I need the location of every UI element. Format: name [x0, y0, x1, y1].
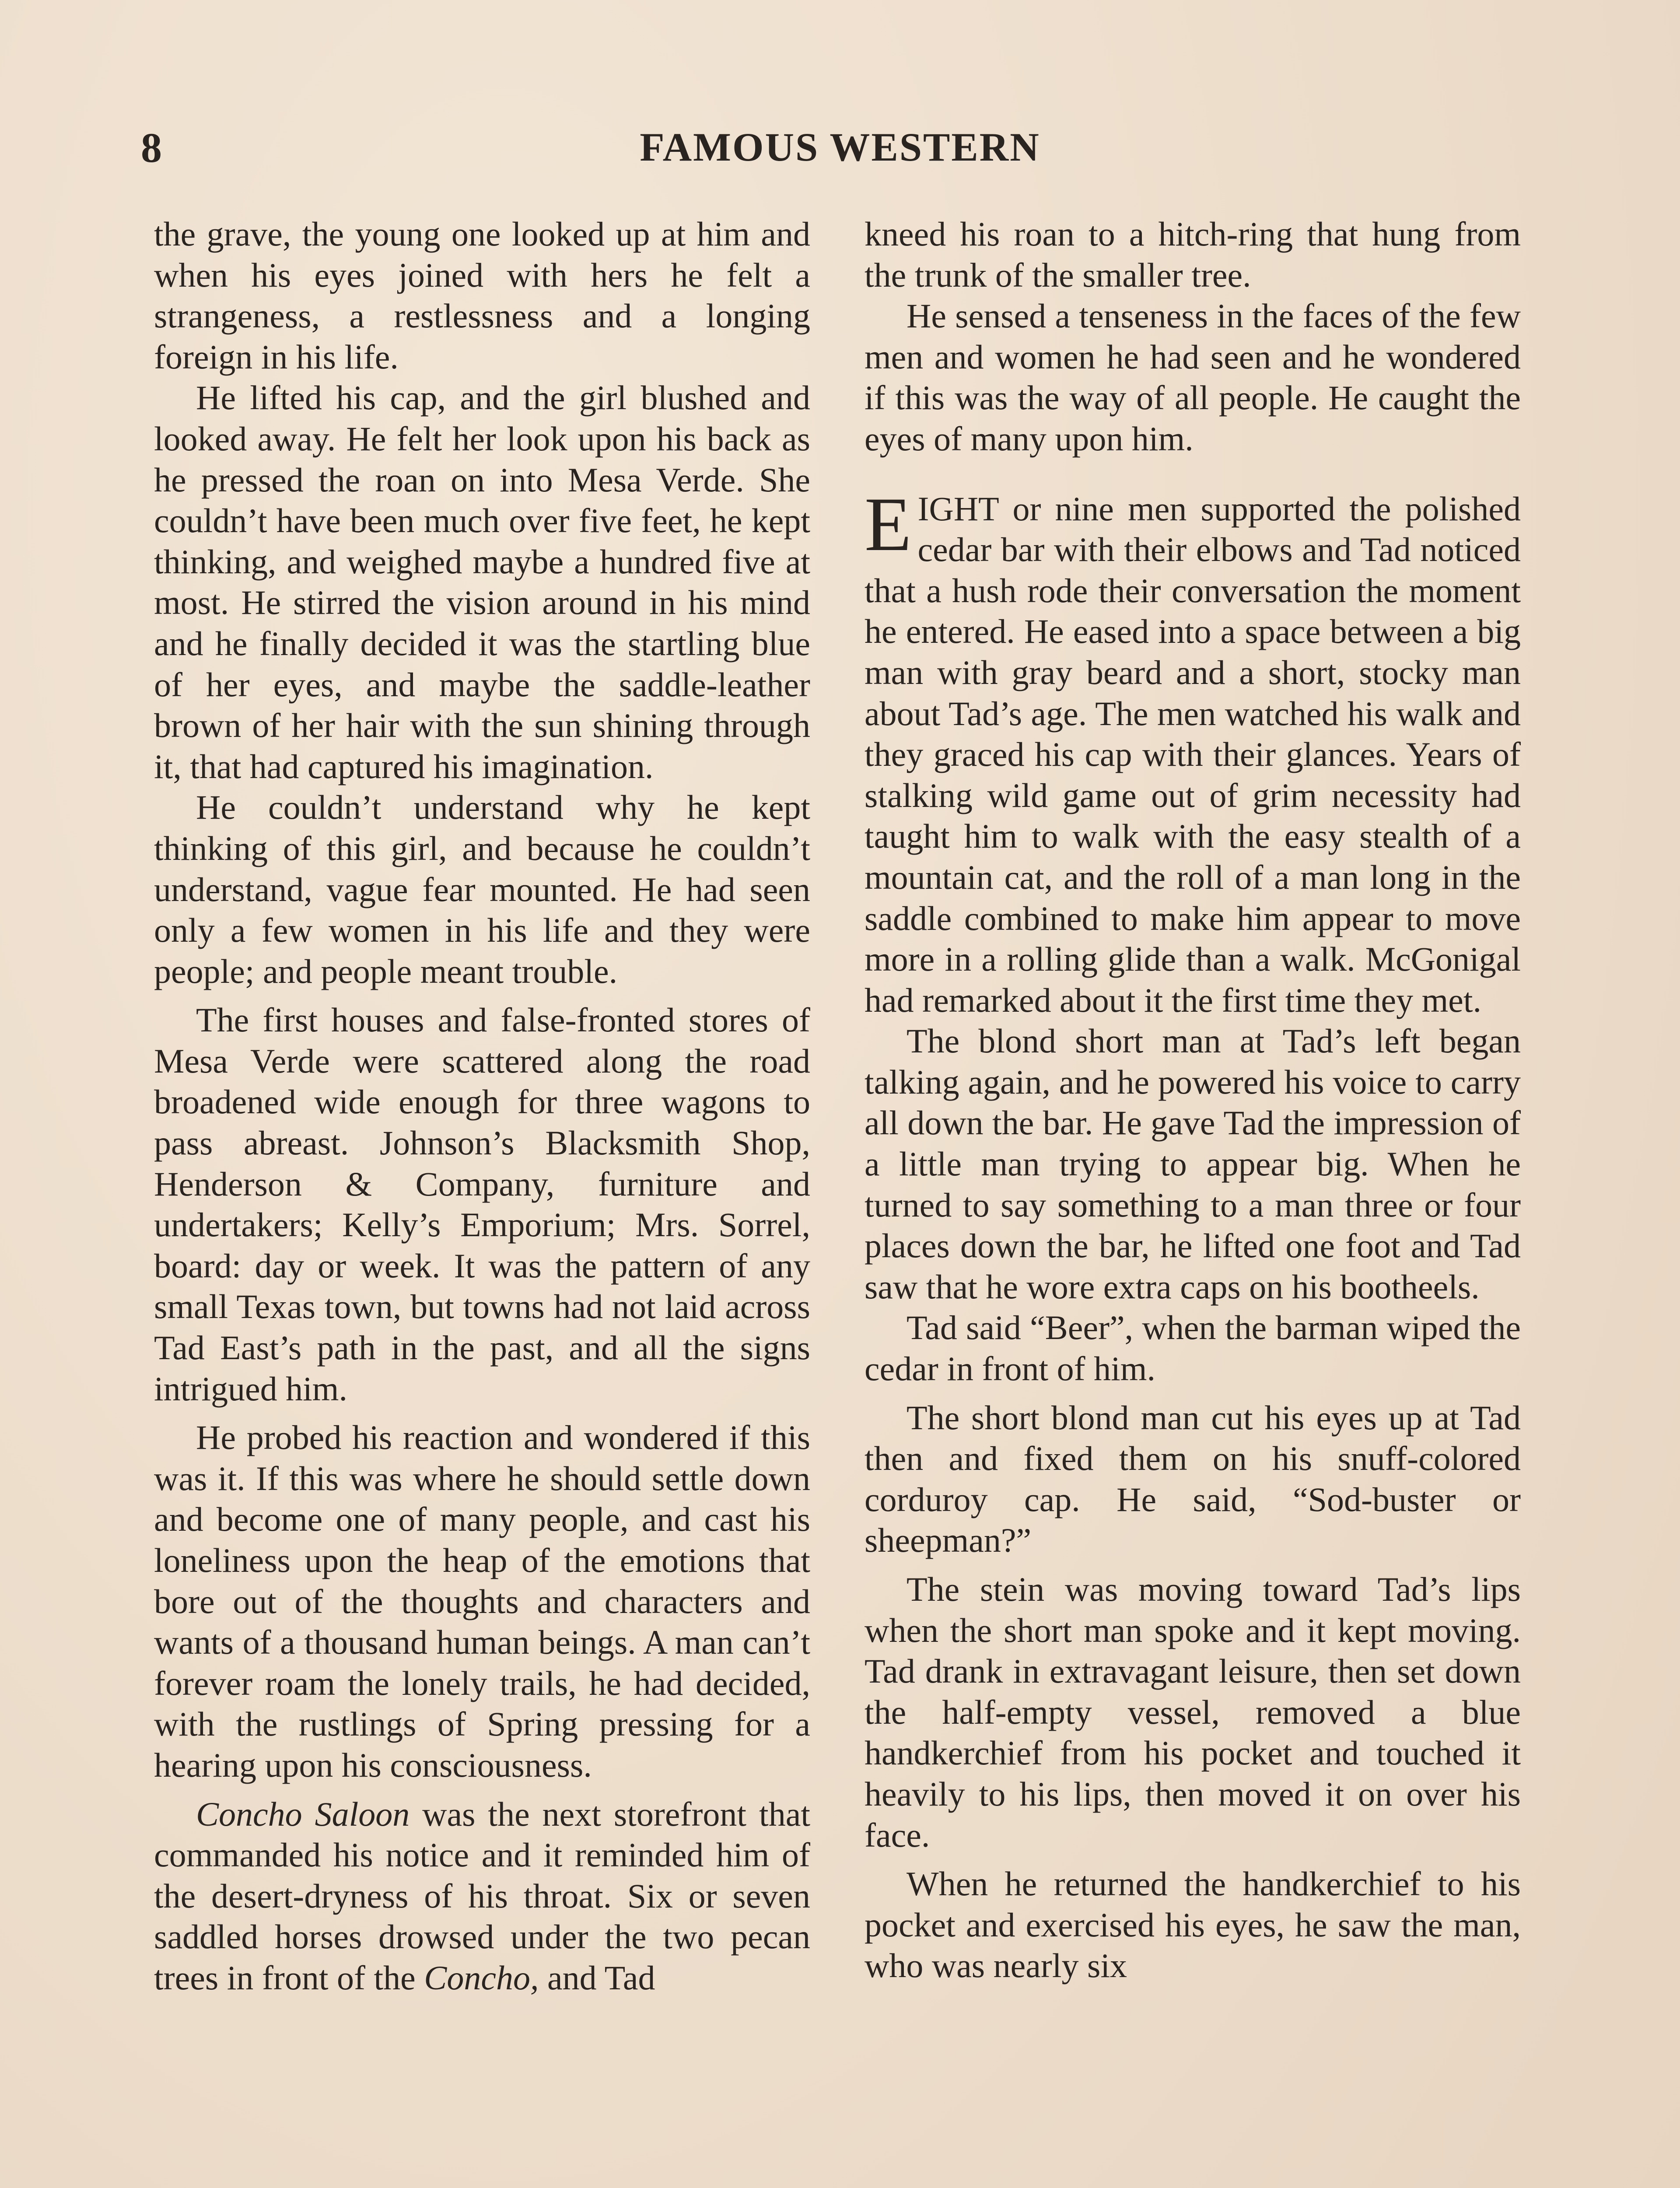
paragraph: the grave, the young one looked up at him and when his eyes joined with hers he felt a strangeness, a restlessness and a longing foreign in his life.: [154, 215, 810, 376]
italic-title: Concho,: [424, 1958, 539, 1997]
paragraph-text: was the next storefront that commanded his notice and it reminded him of the desert-dryness of his throat. Six or seven saddled horses drowsed under the two pecan trees in front of the: [154, 1795, 810, 1997]
paragraph: He sensed a tenseness in the faces of the few men and women he had seen and he wondered if this was the way of all people. He caught the eyes of many upon him.: [864, 297, 1521, 458]
section-paragraph: [864, 481, 1521, 1021]
paragraph: He lifted his cap, and the girl blushed and looked away. He felt her look upon his back as he pressed the roan on into Mesa Verde. She couldn’t have been much over five feet, he kept thinking, and weighed maybe a hundred five at most. He stirred the vision around in his mind and he finally decided it was the startling blue of her eyes, and maybe the saddle-leather brown of her hair with the sun shining through it, that had captured his imagination.: [154, 379, 810, 785]
paragraph-text: IGHT or nine men supported the polished cedar bar with their elbows and Tad noticed that a hush rode their conversation the moment he entered. He eased into a space between a big man with gray beard and a short, stocky man about Tad’s age. The men watched his walk and they graced his cap with their glances. Years of stalking wild game out of grim necessity had taught him to walk with the easy stealth of a mountain cat, and the roll of a man long in the saddle combined to make him appear to move more in a rolling glide than a walk. McGonigal had remarked about it the first time they met.: [864, 489, 1521, 1019]
paragraph: The short blond man cut his eyes up at Tad then and fixed them on his snuff-colored corduroy cap. He said, “Sod-buster or sheepman?”: [864, 1398, 1521, 1560]
paragraph: The blond short man at Tad’s left began talking again, and he powered his voice to carry all down the bar. He gave Tad the impression of a little man trying to appear big. When he turned to say something to a man three or four places down the bar, he lifted one foot and Tad saw that he wore extra caps on his bootheels.: [864, 1022, 1521, 1306]
paragraph: He couldn’t understand why he kept thinking of this girl, and because he couldn’t understand, vague fear mounted. He had seen only a few women in his life and they were people; and people meant trouble.: [154, 788, 810, 990]
right-column: [864, 214, 1521, 1986]
paragraph: When he returned the handkerchief to his pocket and exercised his eyes, he saw the man, who was nearly six: [864, 1865, 1521, 1985]
paragraph: Tad said “Beer”, when the barman wiped the cedar in front of him.: [864, 1308, 1521, 1388]
page-number: 8: [141, 124, 162, 171]
paragraph-text: and Tad: [539, 1958, 655, 1997]
paragraph: The stein was moving toward Tad’s lips when the short man spoke and it kept moving. Tad drank in extravagant leisure, then set down the half-empty vessel, removed a blue handkerchief from his pocket and touched it heavily to his lips, then moved it on over his face.: [864, 1570, 1521, 1854]
left-column: [154, 214, 810, 1999]
paragraph: [154, 1794, 810, 1999]
drop-cap: E: [864, 481, 912, 567]
paragraph: The first houses and false-fronted stores of Mesa Verde were scattered along the road broadened wide enough for three wagons to pass abreast. Johnson’s Blacksmith Shop, Henderson & Company, furniture and undertakers; Kelly’s Emporium; Mrs. Sorrel, board: day or week. It was the pattern of any small Texas town, but towns had not laid across Tad East’s path in the past, and all the signs intrigued him.: [154, 1001, 810, 1408]
paragraph: kneed his roan to a hitch-ring that hung from the trunk of the smaller tree.: [864, 215, 1521, 294]
paragraph: He probed his reaction and wondered if this was it. If this was where he should settle down and become one of many people, and cast his loneliness upon the heap of the emotions that bore out of the thoughts and characters and wants of a thousand human beings. A man can’t forever roam the lonely trails, he had decided, with the rustlings of Spring pressing for a hearing upon his consciousness.: [154, 1418, 810, 1784]
running-head: FAMOUS WESTERN: [640, 125, 1040, 169]
italic-title: Concho Saloon: [196, 1795, 410, 1833]
